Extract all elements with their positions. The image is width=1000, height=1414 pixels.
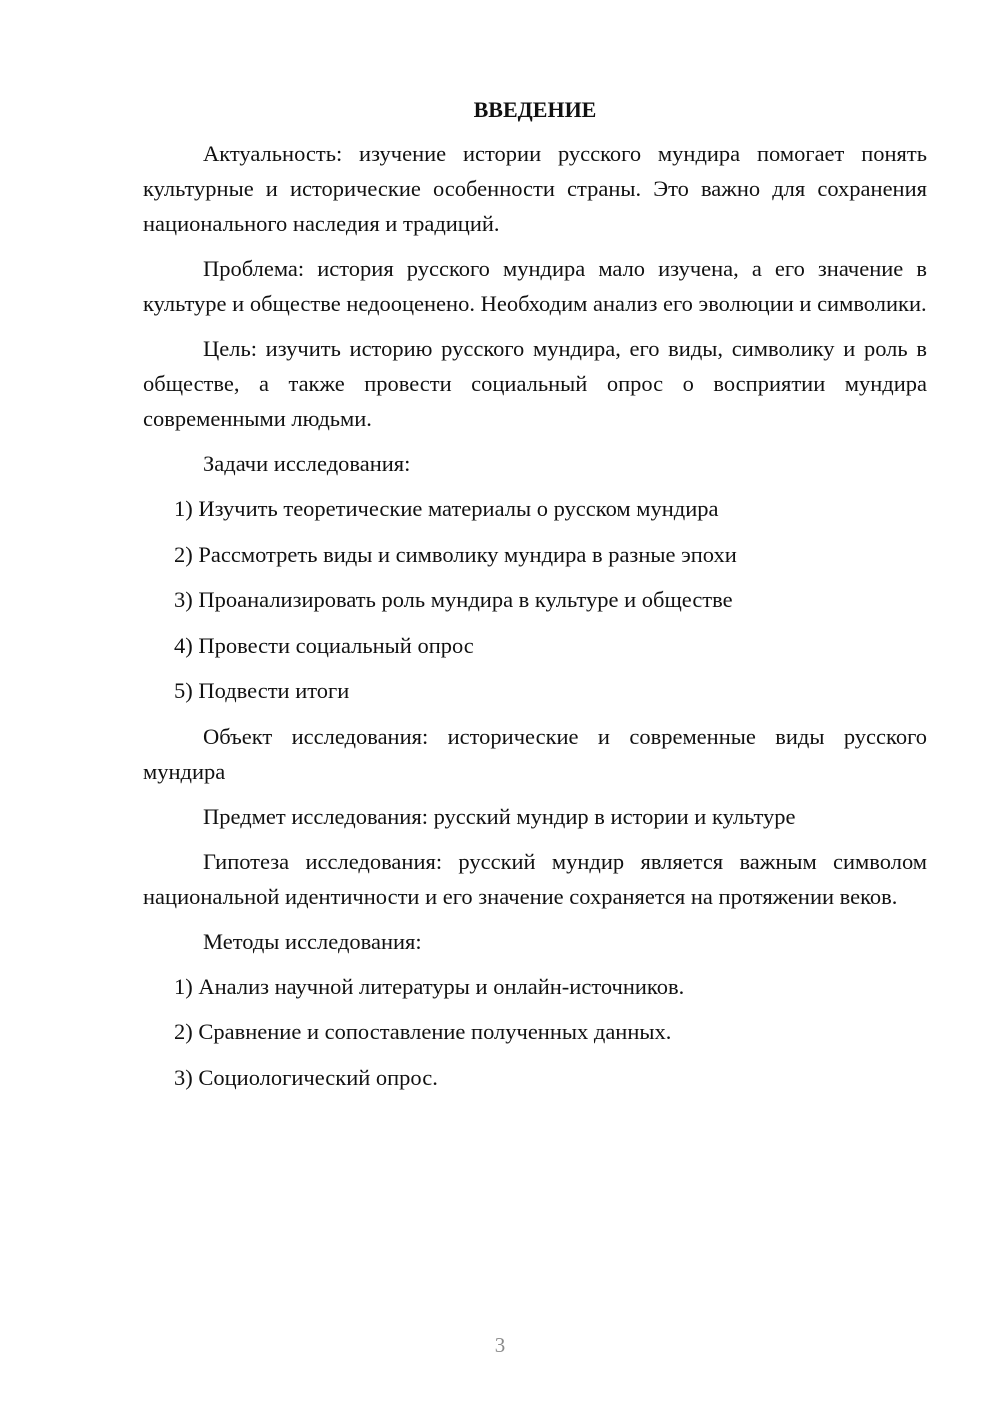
task-item-2: 2) Рассмотреть виды и символику мундира в разные эпохи <box>174 541 737 567</box>
hypothesis-paragraph: Гипотеза исследования: русский мундир является важным символом национальной идентичности и его значение сохраняется на протяжении веков. <box>143 848 927 909</box>
task-item-3: 3) Проанализировать роль мундира в культуре и обществе <box>174 587 733 612</box>
method-item-2: 2) Сравнение и сопоставление полученных данных. <box>174 1019 672 1044</box>
relevance-paragraph: Актуальность: изучение истории русского мундира помогает понять культурные и исторические особенности страны. Это важно для сохранения национального наследия и традиций. <box>143 141 927 236</box>
method-item-3: 3) Социологический опрос. <box>174 1064 438 1090</box>
section-heading: ВВЕДЕНИЕ <box>473 97 597 122</box>
page-number: 3 <box>494 1333 506 1357</box>
tasks-title: Задачи исследования: <box>203 451 411 476</box>
methods-title: Методы исследования: <box>203 928 422 954</box>
subject-paragraph: Предмет исследования: русский мундир в истории и культуре <box>203 803 796 829</box>
task-item-1: 1) Изучить теоретические материалы о русском мундира <box>174 496 719 521</box>
method-item-1: 1) Анализ научной литературы и онлайн-источников. <box>174 973 685 999</box>
task-item-5: 5) Подвести итоги <box>174 678 350 703</box>
object-paragraph: Объект исследования: исторические и современные виды русского мундира <box>143 723 927 784</box>
document-page <box>143 92 927 1105</box>
goal-paragraph: Цель: изучить историю русского мундира, его виды, символику и роль в обществе, а также провести социальный опрос о восприятии мундира современными людьми. <box>143 336 927 431</box>
problem-paragraph: Проблема: история русского мундира мало изучена, а его значение в культуре и обществе недооценено. Необходим анализ его эволюции и символики. <box>143 256 927 316</box>
task-item-4: 4) Провести социальный опрос <box>174 632 474 658</box>
